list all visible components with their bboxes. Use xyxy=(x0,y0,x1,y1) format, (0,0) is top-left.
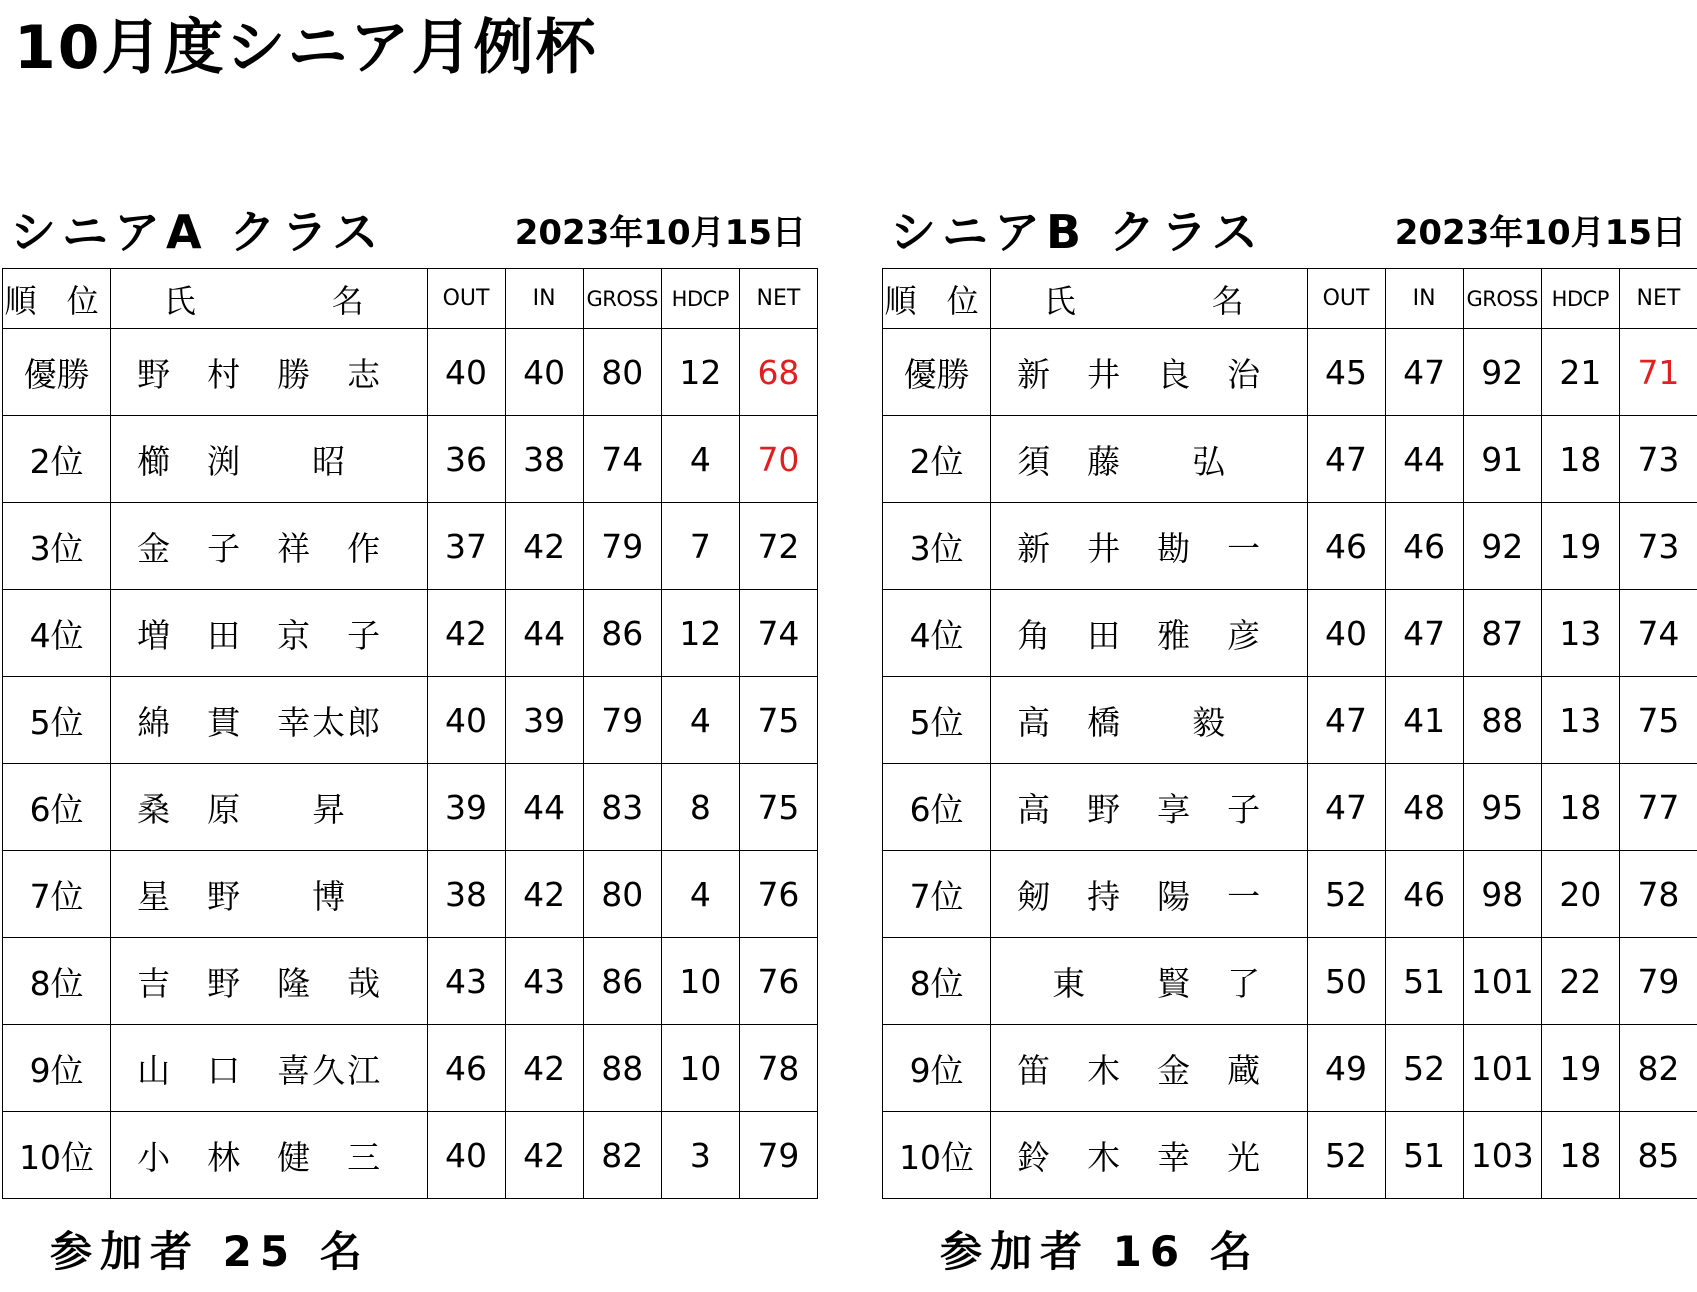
class-a-header xyxy=(2,200,818,268)
hdcp-cell: 18 xyxy=(1541,1112,1619,1199)
net-cell: 71 xyxy=(1619,329,1697,416)
gross-cell: 92 xyxy=(1463,329,1541,416)
out-cell: 52 xyxy=(1307,1112,1385,1199)
table-row xyxy=(3,590,818,677)
name-cell: 剱 持 陽 一 xyxy=(991,851,1307,938)
hdcp-cell: 13 xyxy=(1541,590,1619,677)
rank-cell: 10位 xyxy=(3,1112,111,1199)
rank-cell: 2位 xyxy=(883,416,991,503)
name-cell: 小 林 健 三 xyxy=(111,1112,427,1199)
name-cell: 新 井 勘 一 xyxy=(991,503,1307,590)
table-row xyxy=(3,503,818,590)
hdcp-cell: 7 xyxy=(661,503,739,590)
name-cell: 野 村 勝 志 xyxy=(111,329,427,416)
rank-cell: 8位 xyxy=(3,938,111,1025)
gross-cell: 98 xyxy=(1463,851,1541,938)
class-a-title: シニアA クラス xyxy=(10,205,385,259)
out-cell: 50 xyxy=(1307,938,1385,1025)
rank-cell: 優勝 xyxy=(3,329,111,416)
name-header: 氏 名 xyxy=(991,269,1307,329)
gross-cell: 88 xyxy=(1463,677,1541,764)
table-row xyxy=(3,416,818,503)
table-row xyxy=(883,1025,1697,1112)
name-cell: 高 野 享 子 xyxy=(991,764,1307,851)
hdcp-cell: 10 xyxy=(661,1025,739,1112)
net-cell: 75 xyxy=(739,677,817,764)
net-cell: 78 xyxy=(739,1025,817,1112)
out-cell: 39 xyxy=(427,764,505,851)
in-cell: 46 xyxy=(1385,503,1463,590)
name-cell: 星 野 博 xyxy=(111,851,427,938)
table-row xyxy=(883,938,1697,1025)
out-cell: 46 xyxy=(427,1025,505,1112)
net-cell: 79 xyxy=(1619,938,1697,1025)
hdcp-cell: 8 xyxy=(661,764,739,851)
out-cell: 43 xyxy=(427,938,505,1025)
name-header: 氏 名 xyxy=(111,269,427,329)
table-row xyxy=(883,764,1697,851)
in-cell: 46 xyxy=(1385,851,1463,938)
table-row xyxy=(3,851,818,938)
name-cell: 笛 木 金 蔵 xyxy=(991,1025,1307,1112)
hdcp-cell: 19 xyxy=(1541,1025,1619,1112)
rank-cell: 3位 xyxy=(883,503,991,590)
out-header: OUT xyxy=(427,269,505,329)
gross-cell: 74 xyxy=(583,416,661,503)
table-row xyxy=(883,503,1697,590)
net-cell: 75 xyxy=(1619,677,1697,764)
hdcp-cell: 22 xyxy=(1541,938,1619,1025)
out-cell: 40 xyxy=(1307,590,1385,677)
class-a-participants: 参加者 25 名 xyxy=(50,1227,370,1276)
out-cell: 36 xyxy=(427,416,505,503)
table-row xyxy=(883,677,1697,764)
net-cell: 68 xyxy=(739,329,817,416)
net-cell: 79 xyxy=(739,1112,817,1199)
class-b-results-table xyxy=(882,268,1697,1199)
in-cell: 42 xyxy=(505,1112,583,1199)
class-b-date: 2023年10月15日 xyxy=(1394,213,1686,253)
table-row xyxy=(883,590,1697,677)
out-cell: 47 xyxy=(1307,677,1385,764)
out-cell: 47 xyxy=(1307,416,1385,503)
in-cell: 41 xyxy=(1385,677,1463,764)
rank-cell: 4位 xyxy=(883,590,991,677)
gross-header: GROSS xyxy=(583,269,661,329)
rank-cell: 7位 xyxy=(3,851,111,938)
net-cell: 73 xyxy=(1619,416,1697,503)
in-cell: 43 xyxy=(505,938,583,1025)
name-cell: 新 井 良 治 xyxy=(991,329,1307,416)
gross-cell: 79 xyxy=(583,677,661,764)
hdcp-cell: 13 xyxy=(1541,677,1619,764)
class-b-header xyxy=(882,200,1697,268)
net-cell: 74 xyxy=(1619,590,1697,677)
table-row xyxy=(883,416,1697,503)
rank-cell: 3位 xyxy=(3,503,111,590)
in-header: IN xyxy=(1385,269,1463,329)
hdcp-cell: 20 xyxy=(1541,851,1619,938)
hdcp-cell: 19 xyxy=(1541,503,1619,590)
name-cell: 須 藤 弘 xyxy=(991,416,1307,503)
out-cell: 37 xyxy=(427,503,505,590)
out-cell: 40 xyxy=(427,329,505,416)
gross-cell: 95 xyxy=(1463,764,1541,851)
page-title: 10月度シニア月例杯 xyxy=(14,13,598,83)
name-cell: 綿 貫 幸太郎 xyxy=(111,677,427,764)
hdcp-cell: 4 xyxy=(661,851,739,938)
gross-cell: 79 xyxy=(583,503,661,590)
table-row xyxy=(3,764,818,851)
class-a-date: 2023年10月15日 xyxy=(514,213,806,253)
class-a-panel xyxy=(2,200,818,1199)
table-row xyxy=(883,851,1697,938)
rank-cell: 5位 xyxy=(883,677,991,764)
in-cell: 42 xyxy=(505,851,583,938)
class-b-panel xyxy=(882,200,1697,1199)
in-cell: 47 xyxy=(1385,590,1463,677)
gross-cell: 92 xyxy=(1463,503,1541,590)
out-cell: 40 xyxy=(427,677,505,764)
table-header-row xyxy=(883,269,1697,329)
net-header: NET xyxy=(1619,269,1697,329)
table-row xyxy=(883,329,1697,416)
in-cell: 47 xyxy=(1385,329,1463,416)
in-cell: 51 xyxy=(1385,1112,1463,1199)
name-cell: 角 田 雅 彦 xyxy=(991,590,1307,677)
in-cell: 48 xyxy=(1385,764,1463,851)
net-cell: 76 xyxy=(739,851,817,938)
gross-header: GROSS xyxy=(1463,269,1541,329)
name-cell: 金 子 祥 作 xyxy=(111,503,427,590)
rank-cell: 10位 xyxy=(883,1112,991,1199)
hdcp-cell: 12 xyxy=(661,590,739,677)
out-cell: 47 xyxy=(1307,764,1385,851)
class-a-results-table xyxy=(2,268,818,1199)
out-cell: 52 xyxy=(1307,851,1385,938)
rank-cell: 6位 xyxy=(3,764,111,851)
rank-cell: 7位 xyxy=(883,851,991,938)
out-cell: 46 xyxy=(1307,503,1385,590)
hdcp-cell: 4 xyxy=(661,416,739,503)
class-b-title: シニアB クラス xyxy=(890,205,1264,259)
out-cell: 49 xyxy=(1307,1025,1385,1112)
net-cell: 72 xyxy=(739,503,817,590)
table-row xyxy=(3,329,818,416)
in-cell: 44 xyxy=(505,590,583,677)
gross-cell: 80 xyxy=(583,851,661,938)
net-cell: 85 xyxy=(1619,1112,1697,1199)
hdcp-cell: 18 xyxy=(1541,764,1619,851)
net-cell: 73 xyxy=(1619,503,1697,590)
in-cell: 42 xyxy=(505,503,583,590)
gross-cell: 87 xyxy=(1463,590,1541,677)
rank-cell: 4位 xyxy=(3,590,111,677)
in-cell: 42 xyxy=(505,1025,583,1112)
in-header: IN xyxy=(505,269,583,329)
gross-cell: 101 xyxy=(1463,938,1541,1025)
name-cell: 鈴 木 幸 光 xyxy=(991,1112,1307,1199)
in-cell: 51 xyxy=(1385,938,1463,1025)
hdcp-header: HDCP xyxy=(661,269,739,329)
net-cell: 82 xyxy=(1619,1025,1697,1112)
net-cell: 77 xyxy=(1619,764,1697,851)
rank-cell: 優勝 xyxy=(883,329,991,416)
in-cell: 39 xyxy=(505,677,583,764)
rank-header: 順 位 xyxy=(883,269,991,329)
in-cell: 44 xyxy=(505,764,583,851)
gross-cell: 80 xyxy=(583,329,661,416)
name-cell: 桑 原 昇 xyxy=(111,764,427,851)
gross-cell: 86 xyxy=(583,590,661,677)
table-header-row xyxy=(3,269,818,329)
in-cell: 52 xyxy=(1385,1025,1463,1112)
hdcp-header: HDCP xyxy=(1541,269,1619,329)
name-cell: 高 橋 毅 xyxy=(991,677,1307,764)
table-row xyxy=(3,938,818,1025)
table-row xyxy=(3,1112,818,1199)
rank-header: 順 位 xyxy=(3,269,111,329)
rank-cell: 8位 xyxy=(883,938,991,1025)
rank-cell: 9位 xyxy=(3,1025,111,1112)
gross-cell: 103 xyxy=(1463,1112,1541,1199)
out-cell: 42 xyxy=(427,590,505,677)
gross-cell: 86 xyxy=(583,938,661,1025)
net-cell: 76 xyxy=(739,938,817,1025)
hdcp-cell: 4 xyxy=(661,677,739,764)
rank-cell: 5位 xyxy=(3,677,111,764)
net-cell: 78 xyxy=(1619,851,1697,938)
net-cell: 74 xyxy=(739,590,817,677)
out-cell: 40 xyxy=(427,1112,505,1199)
table-row xyxy=(3,677,818,764)
name-cell: 東 賢 了 xyxy=(991,938,1307,1025)
rank-cell: 6位 xyxy=(883,764,991,851)
name-cell: 山 口 喜久江 xyxy=(111,1025,427,1112)
out-cell: 38 xyxy=(427,851,505,938)
table-row xyxy=(883,1112,1697,1199)
name-cell: 増 田 京 子 xyxy=(111,590,427,677)
out-cell: 45 xyxy=(1307,329,1385,416)
in-cell: 38 xyxy=(505,416,583,503)
in-cell: 40 xyxy=(505,329,583,416)
name-cell: 櫛 渕 昭 xyxy=(111,416,427,503)
hdcp-cell: 3 xyxy=(661,1112,739,1199)
net-header: NET xyxy=(739,269,817,329)
table-row xyxy=(3,1025,818,1112)
hdcp-cell: 21 xyxy=(1541,329,1619,416)
rank-cell: 9位 xyxy=(883,1025,991,1112)
gross-cell: 101 xyxy=(1463,1025,1541,1112)
rank-cell: 2位 xyxy=(3,416,111,503)
gross-cell: 82 xyxy=(583,1112,661,1199)
gross-cell: 91 xyxy=(1463,416,1541,503)
gross-cell: 83 xyxy=(583,764,661,851)
hdcp-cell: 12 xyxy=(661,329,739,416)
name-cell: 吉 野 隆 哉 xyxy=(111,938,427,1025)
class-b-participants: 参加者 16 名 xyxy=(940,1227,1260,1276)
net-cell: 70 xyxy=(739,416,817,503)
hdcp-cell: 10 xyxy=(661,938,739,1025)
net-cell: 75 xyxy=(739,764,817,851)
gross-cell: 88 xyxy=(583,1025,661,1112)
in-cell: 44 xyxy=(1385,416,1463,503)
out-header: OUT xyxy=(1307,269,1385,329)
hdcp-cell: 18 xyxy=(1541,416,1619,503)
